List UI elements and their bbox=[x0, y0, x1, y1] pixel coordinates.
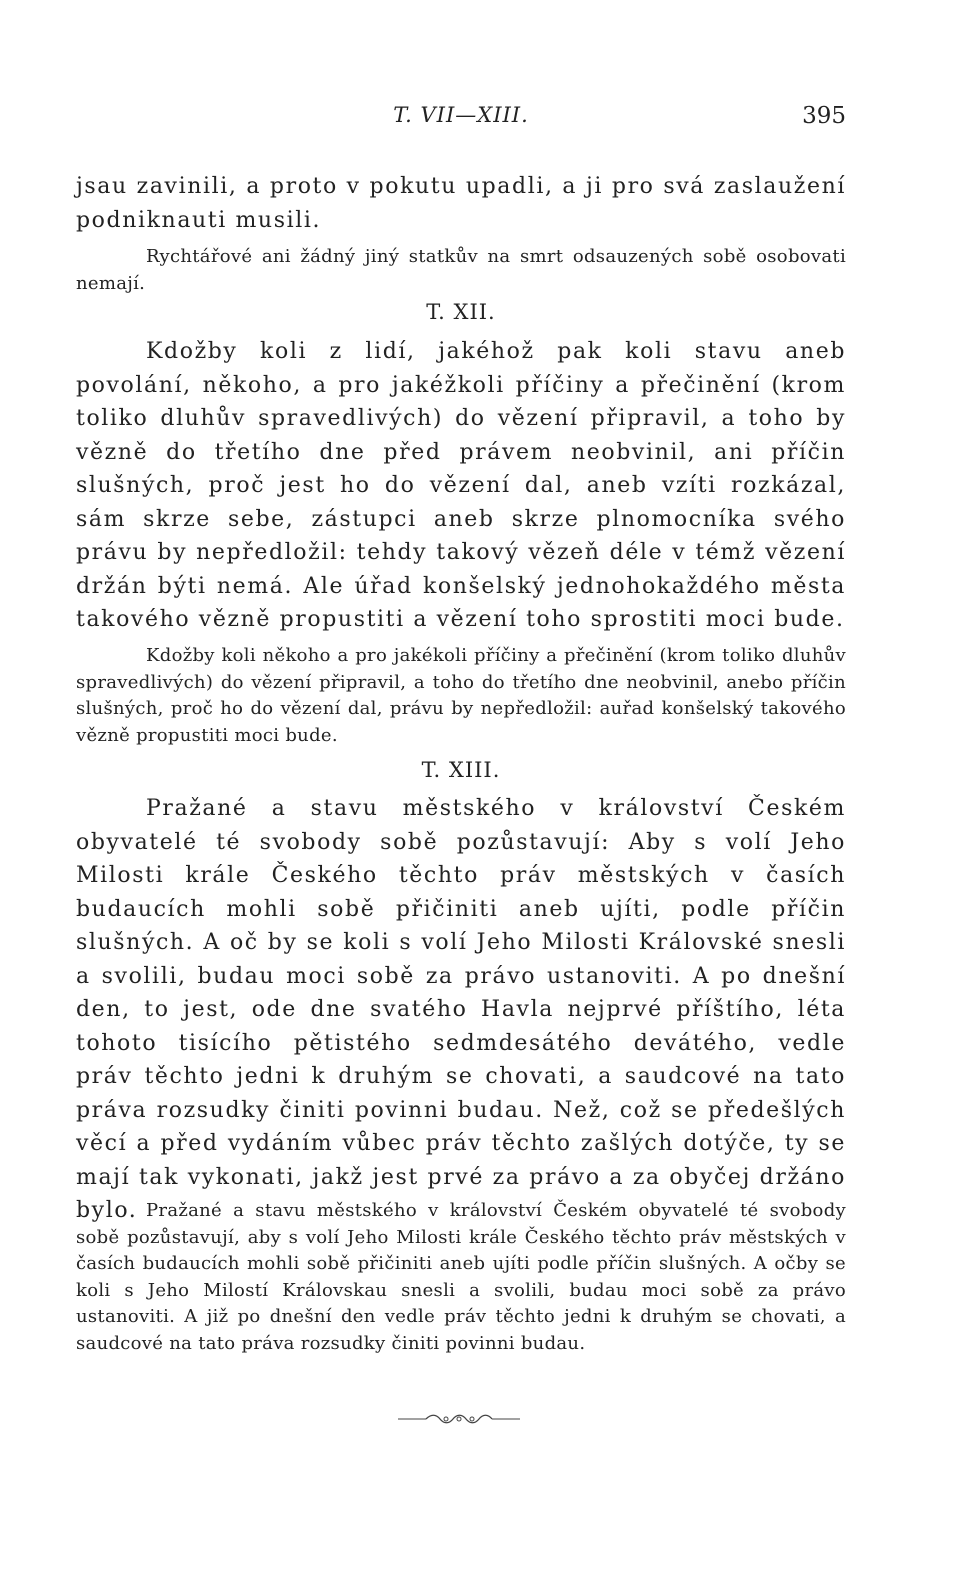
section-xiii-summary-text: Pražané a stavu městského v království Českém obyvatelé té svobody sobě pozůstavují, aby s volí Jeho Milosti krále Českého těchto práv městských v časích budaucích mohli sobě přičiniti aneb ujíti podle příčin slušných. A očby se koli s Jeho Milostí Královskau snesli a svolili, budau moci sobě za právo ustanoviti. A již po dnešní den vedle práv těchto jedni k druhým se chovati, a saudcové na tato práva rozsudky činiti povinni budau. bbox=[76, 1200, 846, 1354]
intro-note: Rychtářové ani žádný jiný statkův na smrt odsauzených sobě osobovati nemají. bbox=[76, 246, 846, 294]
section-xiii-main-text: Pražané a stavu městského v království Českém obyvatelé té svobody sobě pozůstavují: Aby s volí Jeho Milosti krále Českého těchto práv městských v časích budaucích mohli sobě přičiniti aneb ujíti, podle příčin slušných. A oč by se koli s volí Jeho Milosti Královské snesli a svolili, budau moci sobě za právo ustanoviti. A po dnešní den, to jest, ode dne svatého Havla nejprvé příštího, léta tohoto tisícího pětistého sedmdesátého devátého, vedle práv těchto jedni k druhým se chovati, a saudcové na tato práva rozsudky činiti povinni budau. Než, což se předešlých věcí a před vydáním vůbec práv těchto zašlých dotýče, ty se mají tak vykonati, jakž jest prvé za právo a za obyčej držáno bylo. bbox=[76, 796, 846, 1223]
running-header bbox=[76, 103, 846, 137]
section-heading-xiii: T. XIII. bbox=[421, 758, 501, 782]
section-xiii-summary-block bbox=[76, 1198, 846, 1357]
tailpiece-ornament-icon bbox=[398, 1412, 520, 1426]
page-number: 395 bbox=[802, 103, 846, 129]
section-xii-main-block bbox=[76, 335, 846, 637]
section-heading-xii: T. XII. bbox=[426, 300, 496, 324]
intro-paragraph-block bbox=[76, 170, 846, 237]
section-xii-summary-block bbox=[76, 643, 846, 749]
running-title: T. VII—XIII. bbox=[393, 103, 529, 127]
section-xii-main-text: Kdožby koli z lidí, jakéhož pak koli stavu aneb povolání, někoho, a pro jakéžkoli příčiny a přečinění (krom toliko dluhův spravedlivých) do vězení připravil, a toho by vězně do třetího dne před právem neobvinil, ani příčin slušných, proč jest ho do vězení dal, aneb vzíti rozkázal, sám skrze sebe, zástupci aneb skrze plnomocníka svého právu by nepředložil: tehdy takový vězeň déle v témž vězení držán býti nemá. Ale úřad konšelský jednohokaždého města takového vězně propustiti a vězení toho sprostiti moci bude. bbox=[76, 339, 846, 632]
section-xii-summary-text: Kdožby koli někoho a pro jakékoli příčiny a přečinění (krom toliko dluhův spravedlivých) do vězení připravil, a toho do třetího dne neobvinil, anebo příčin slušných, proč ho do vězení dal, právu by nepředložil: auřad konšelský takového vězně propustiti moci bude. bbox=[76, 645, 846, 746]
section-xiii-main-block bbox=[76, 792, 846, 1228]
intro-note-block bbox=[76, 244, 846, 297]
intro-paragraph: jsau zavinili, a proto v pokutu upadli, a ji pro svá zaslaužení podniknauti musili. bbox=[76, 174, 846, 233]
